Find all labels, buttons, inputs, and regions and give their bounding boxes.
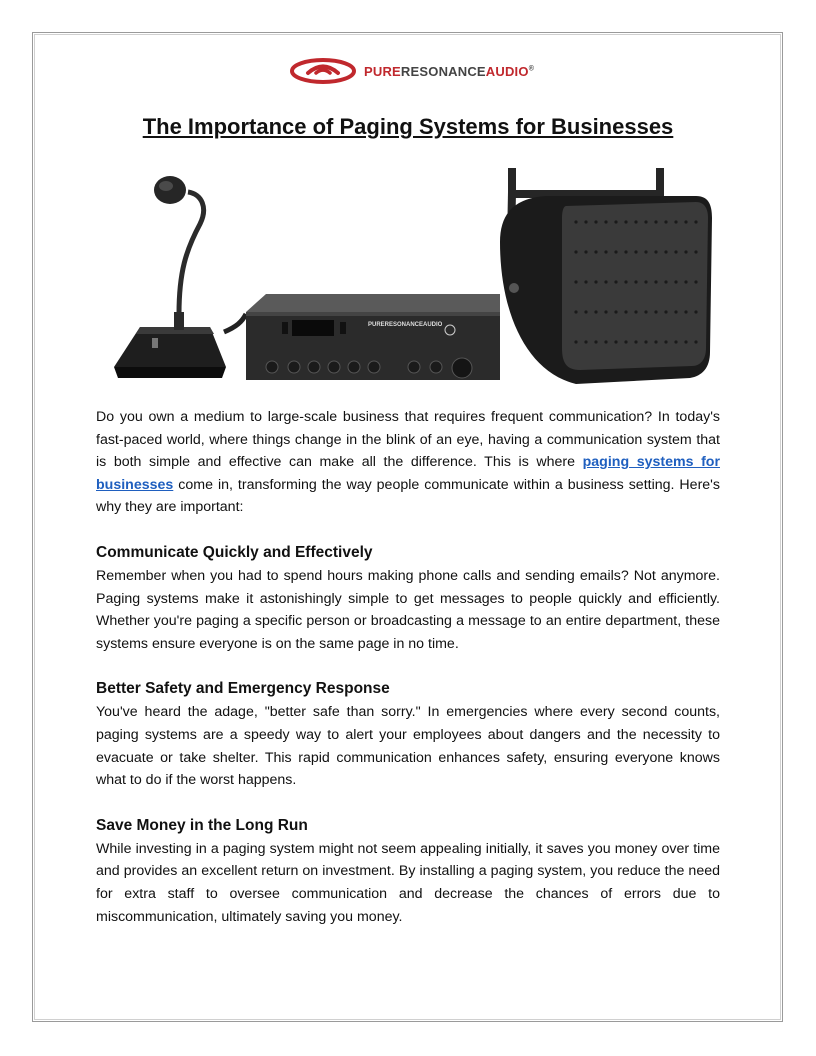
brand-part-audio: AUDIO <box>485 63 529 79</box>
section-heading: Save Money in the Long Run <box>96 816 308 834</box>
section-body: You've heard the adage, "better safe than sorry." In emergencies where every second counts, paging systems are a speedy way to alert your employees about dangers and the necessity to evacuate or take shelter. This rapid communication enhances safety, ensuring everyone knows what to do if the worst happens. <box>96 704 720 789</box>
microphone-icon <box>114 176 246 378</box>
amp-brand-label: PURERESONANCEAUDIO <box>368 322 443 328</box>
paging-systems-link[interactable]: paging systems for businesses <box>96 454 720 493</box>
logo-mark-icon <box>290 58 356 84</box>
hero-image <box>96 162 720 392</box>
section-body: Remember when you had to spend hours making phone calls and sending emails? Not anymore. Paging systems make it astonishingly simple to get messages to people quickly and efficiently. Whether you're paging a specific person or broadcasting a message to an entire department, these systems ensure everyone is on the same page in no time. <box>96 567 720 652</box>
intro-paragraph <box>96 406 720 519</box>
section-heading: Communicate Quickly and Effectively <box>96 543 373 561</box>
speaker-icon <box>500 168 712 384</box>
article-body <box>96 406 720 928</box>
brand-name <box>364 64 534 79</box>
amplifier-icon <box>246 294 500 380</box>
brand-part-pure: PURE <box>364 63 401 79</box>
intro-text-before: Do you own a medium to large-scale business that requires frequent communication? In today's fast-paced world, where things change in the blink of an eye, having a communication system that is both simple and effective can make all the difference. This is where <box>96 409 720 471</box>
intro-text-after: come in, transforming the way people communicate within a business setting. Here's why they are important: <box>96 476 720 516</box>
registered-mark: ® <box>528 65 535 73</box>
page-title: The Importance of Paging Systems for Businesses <box>142 114 674 139</box>
brand-part-resonance: RESONANCE <box>400 63 486 79</box>
section-body: While investing in a paging system might not seem appealing initially, it saves you money over time and provides an excellent return on investment. By installing a paging system, you reduce the need for extra staff to oversee communication and decrease the chances of errors due to miscommunication, ultimately saving you money. <box>96 840 720 925</box>
section-heading: Better Safety and Emergency Response <box>96 680 390 698</box>
brand-logo[interactable] <box>290 58 534 84</box>
